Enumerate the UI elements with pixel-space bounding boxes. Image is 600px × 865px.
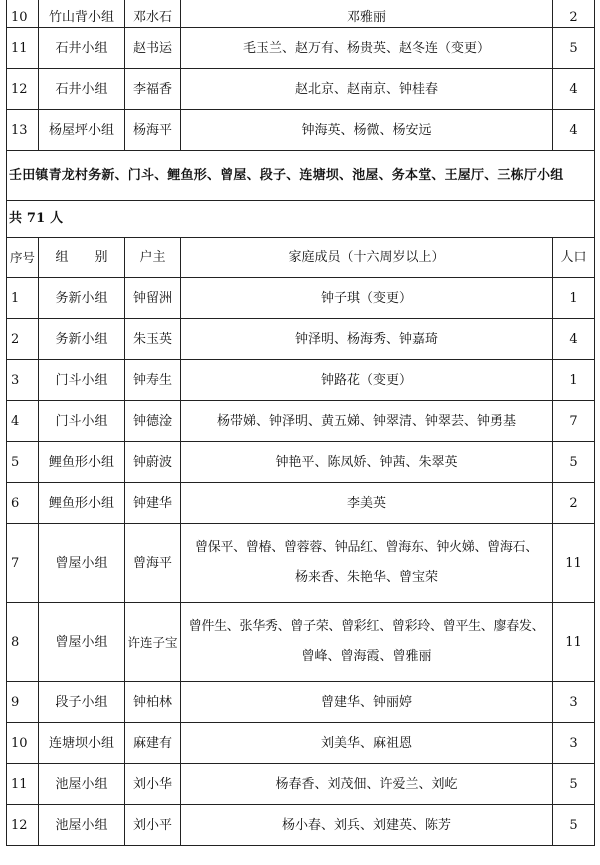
table-row <box>7 764 595 805</box>
count-cell: 4 <box>553 319 595 360</box>
group-cell: 石井小组 <box>39 69 125 110</box>
table-row <box>7 360 595 401</box>
roster-sheet <box>6 0 594 846</box>
group-cell: 鲤鱼形小组 <box>39 442 125 483</box>
members-cell: 刘美华、麻祖恩 <box>181 723 553 764</box>
head-cell: 刘小华 <box>125 764 181 805</box>
table-row <box>7 442 595 483</box>
header-count: 人口 <box>553 238 595 278</box>
members-cell: 曾建华、钟丽婷 <box>181 682 553 723</box>
table-header <box>7 238 595 278</box>
table-row <box>7 28 595 69</box>
head-cell: 李福香 <box>125 69 181 110</box>
group-cell: 杨屋坪小组 <box>39 110 125 151</box>
head-cell: 钟蔚波 <box>125 442 181 483</box>
members-cell <box>181 603 553 682</box>
members-line: 杨来香、朱艳华、曾宝荣 <box>294 570 438 585</box>
row-number: 12 <box>7 805 39 846</box>
head-cell: 麻建有 <box>125 723 181 764</box>
members-line: 曾件生、张华秀、曾子荣、曾彩红、曾彩玲、曾平生、廖春发、 <box>188 619 545 634</box>
table-row <box>7 723 595 764</box>
members-cell: 钟子琪（变更） <box>181 278 553 319</box>
table-row <box>7 483 595 524</box>
members-line: 曾保平、曾椿、曾蓉蓉、钟品红、曾海东、钟火娣、曾海石、 <box>195 540 538 555</box>
head-cell: 钟留洲 <box>125 278 181 319</box>
group-cell: 务新小组 <box>39 278 125 319</box>
section-total-row <box>7 201 595 238</box>
head-cell: 许连子宝 <box>125 603 181 682</box>
group-cell: 曾屋小组 <box>39 603 125 682</box>
row-number: 11 <box>7 764 39 805</box>
group-cell: 门斗小组 <box>39 360 125 401</box>
table-row <box>7 0 595 28</box>
members-cell: 李美英 <box>181 483 553 524</box>
count-cell: 2 <box>553 0 595 28</box>
count-cell: 4 <box>553 69 595 110</box>
section-title: 壬田镇青龙村务新、门斗、鲤鱼形、曾屋、段子、连塘坝、池屋、务本堂、王屋厅、三栋厅小组 <box>7 151 595 201</box>
header-group: 组 别 <box>39 238 125 278</box>
count-cell: 1 <box>553 278 595 319</box>
row-number: 9 <box>7 682 39 723</box>
row-number: 2 <box>7 319 39 360</box>
head-cell: 钟寿生 <box>125 360 181 401</box>
members-cell <box>181 524 553 603</box>
section-title-row <box>7 151 595 201</box>
count-cell: 5 <box>553 28 595 69</box>
head-cell: 朱玉英 <box>125 319 181 360</box>
members-cell: 杨春香、刘茂佃、许爱兰、刘屹 <box>181 764 553 805</box>
count-cell: 3 <box>553 682 595 723</box>
members-cell: 钟海英、杨微、杨安远 <box>181 110 553 151</box>
row-number: 5 <box>7 442 39 483</box>
group-cell: 竹山背小组 <box>39 0 125 28</box>
members-cell: 钟艳平、陈凤娇、钟茜、朱翠英 <box>181 442 553 483</box>
table-row <box>7 319 595 360</box>
row-number: 3 <box>7 360 39 401</box>
head-cell: 邓水石 <box>125 0 181 28</box>
members-cell: 赵北京、赵南京、钟桂春 <box>181 69 553 110</box>
count-cell: 3 <box>553 723 595 764</box>
group-cell: 门斗小组 <box>39 401 125 442</box>
count-cell: 1 <box>553 360 595 401</box>
head-cell: 钟柏林 <box>125 682 181 723</box>
table-row <box>7 682 595 723</box>
row-number: 7 <box>7 524 39 603</box>
count-cell: 5 <box>553 442 595 483</box>
count-cell: 11 <box>553 603 595 682</box>
header-members: 家庭成员（十六周岁以上） <box>181 238 553 278</box>
count-cell: 4 <box>553 110 595 151</box>
head-cell: 钟建华 <box>125 483 181 524</box>
members-cell: 钟路花（变更） <box>181 360 553 401</box>
members-cell: 邓雅丽 <box>181 0 553 28</box>
members-line: 曾峰、曾海霞、曾雅丽 <box>301 649 432 664</box>
group-cell: 务新小组 <box>39 319 125 360</box>
row-number: 6 <box>7 483 39 524</box>
count-cell: 11 <box>553 524 595 603</box>
head-cell: 杨海平 <box>125 110 181 151</box>
count-cell: 2 <box>553 483 595 524</box>
row-number: 4 <box>7 401 39 442</box>
group-cell: 石井小组 <box>39 28 125 69</box>
table-row <box>7 401 595 442</box>
count-cell: 5 <box>553 764 595 805</box>
members-cell: 杨带娣、钟泽明、黄五娣、钟翠清、钟翠芸、钟勇基 <box>181 401 553 442</box>
table-row <box>7 805 595 846</box>
group-cell: 段子小组 <box>39 682 125 723</box>
count-cell: 7 <box>553 401 595 442</box>
head-cell: 刘小平 <box>125 805 181 846</box>
row-number: 11 <box>7 28 39 69</box>
members-cell: 毛玉兰、赵万有、杨贵英、赵冬连（变更） <box>181 28 553 69</box>
group-cell: 池屋小组 <box>39 764 125 805</box>
row-number: 10 <box>7 723 39 764</box>
group-cell: 池屋小组 <box>39 805 125 846</box>
section-total: 共 71 人 <box>7 201 595 238</box>
header-no: 序号 <box>7 238 39 278</box>
group-cell: 连塘坝小组 <box>39 723 125 764</box>
row-number: 13 <box>7 110 39 151</box>
head-cell: 曾海平 <box>125 524 181 603</box>
group-cell: 曾屋小组 <box>39 524 125 603</box>
table-row <box>7 278 595 319</box>
head-cell: 钟德淦 <box>125 401 181 442</box>
table-row <box>7 603 595 682</box>
header-head: 户主 <box>125 238 181 278</box>
head-cell: 赵书运 <box>125 28 181 69</box>
household-table <box>6 0 595 846</box>
table-row <box>7 524 595 603</box>
row-number: 8 <box>7 603 39 682</box>
members-cell: 钟泽明、杨海秀、钟嘉琦 <box>181 319 553 360</box>
row-number: 12 <box>7 69 39 110</box>
members-cell: 杨小春、刘兵、刘建英、陈芳 <box>181 805 553 846</box>
row-number: 10 <box>7 0 39 28</box>
table-row <box>7 110 595 151</box>
count-cell: 5 <box>553 805 595 846</box>
table-row <box>7 69 595 110</box>
group-cell: 鲤鱼形小组 <box>39 483 125 524</box>
row-number: 1 <box>7 278 39 319</box>
